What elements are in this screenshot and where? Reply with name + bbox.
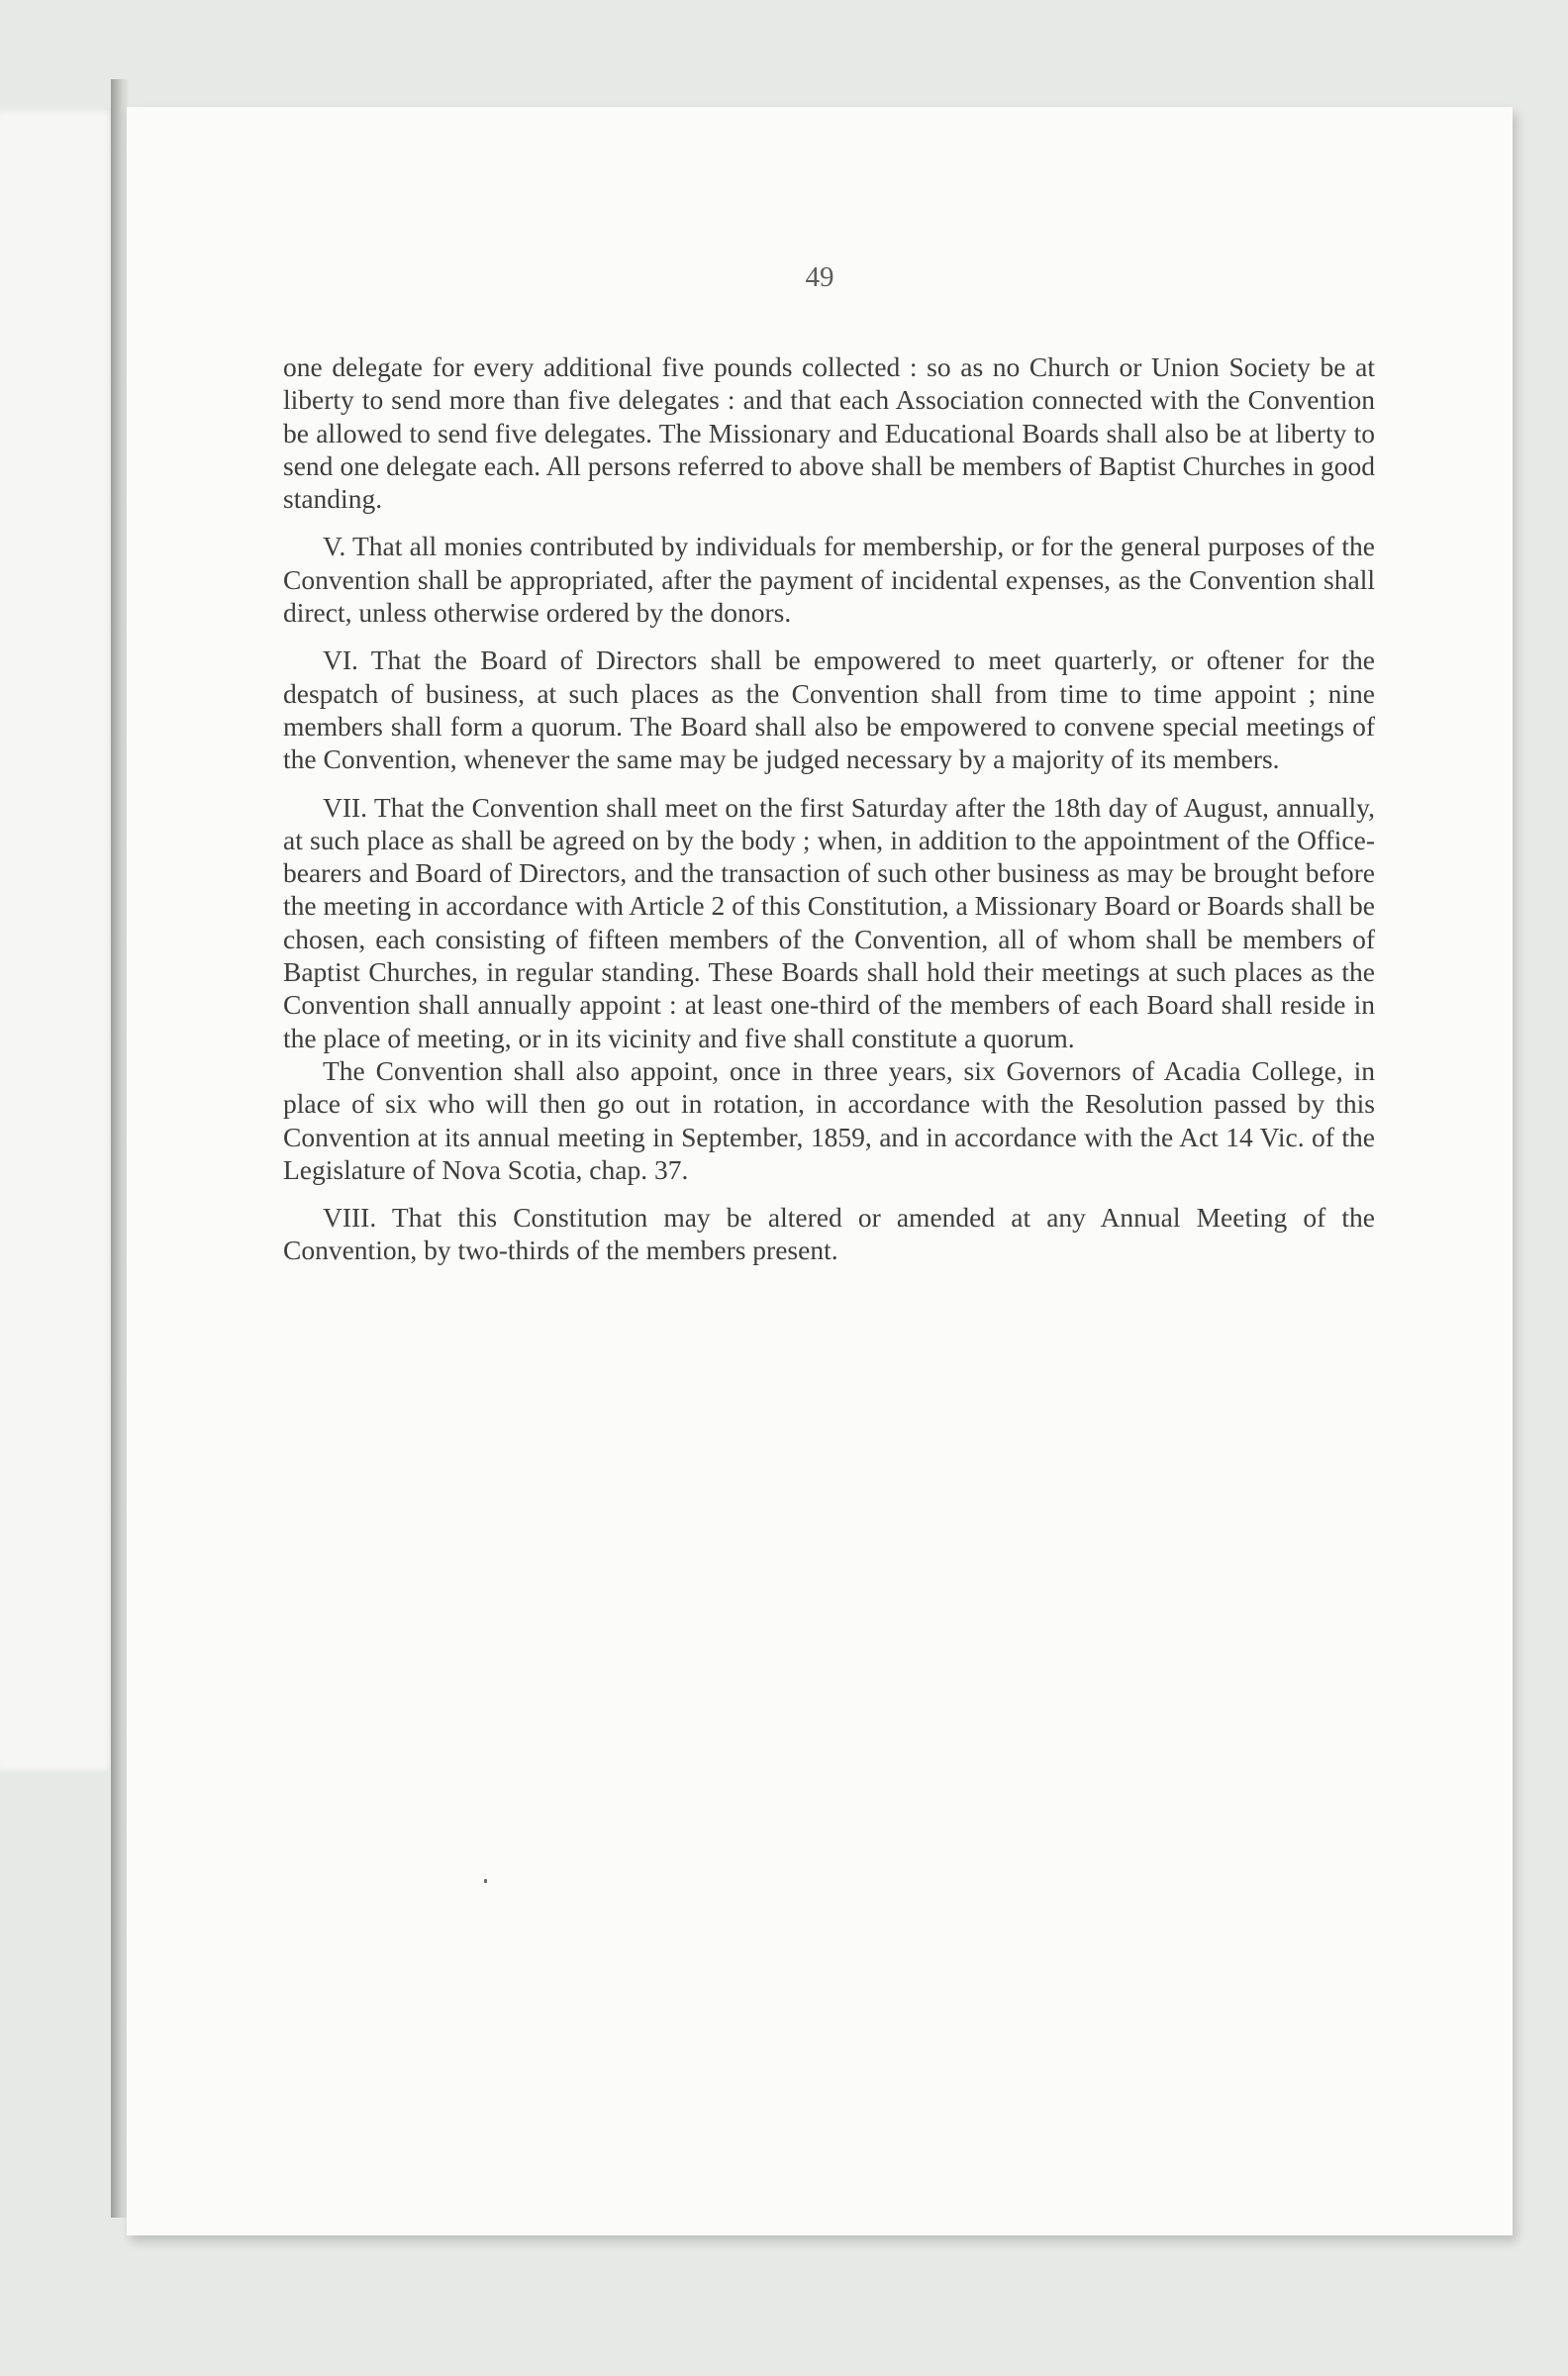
paragraph-article-vii: VII. That the Convention shall meet on the first Saturday after the 18th day of August, annually, at such place as shall be agreed on by the body ; when, in addition to the appointment of the Office-bearers and Board of Directors, and the transaction of such other business as may be brought before the meeting in accordance with Article 2 of this Constitution, a Missionary Board or Boards shall be chosen, each consisting of fifteen members of the Convention, all of whom shall be members of Baptist Churches, in regular standing. These Boards shall hold their meetings at such places as the Convention shall annually appoint : at least one-third of the members of each Board shall reside in the place of meeting, or in its vicinity and five shall constitute a quorum. [283, 791, 1375, 1053]
paragraph-continuation: one delegate for every additional five pounds collected : so as no Church or Union Society be at liberty to send more than five delegates : and that each Association connected with the Convention be allowed to send five delegates. The Missionary and Educational Boards shall also be at liberty to send one delegate each. All persons referred to above shall be members of Baptist Churches in good standing. [283, 351, 1375, 515]
document-page [127, 107, 1513, 2235]
paragraph-governors: The Convention shall also appoint, once in three years, six Governors of Acadia College, in place of six who will then go out in rotation, in accordance with the Resolution passed by this Convention at its annual meeting in September, 1859, and in accordance with the Act 14 Vic. of the Legislature of Nova Scotia, chap. 37. [283, 1054, 1375, 1185]
paragraph-article-vi: VI. That the Board of Directors shall be empowered to meet quarterly, or oftener for the despatch of business, at such places as the Convention shall from time to time appoint ; nine members shall form a quorum. The Board shall also be empowered to convene special meetings of the Convention, whenever the same may be judged necessary by a majority of its members. [283, 644, 1375, 775]
paragraph-article-viii: VIII. That this Constitution may be altered or amended at any Annual Meeting of the Convention, by two-thirds of the members present. [283, 1202, 1375, 1266]
adjacent-page-edge [0, 109, 117, 1772]
paragraph-article-v: V. That all monies contributed by individuals for membership, or for the general purposes of the Convention shall be appropriated, after the payment of incidental expenses, as the Convention shall direct, unless otherwise ordered by the donors. [283, 531, 1375, 629]
page-number: 49 [805, 261, 834, 293]
paper-speck [484, 1879, 487, 1883]
body-text [283, 350, 1375, 1267]
